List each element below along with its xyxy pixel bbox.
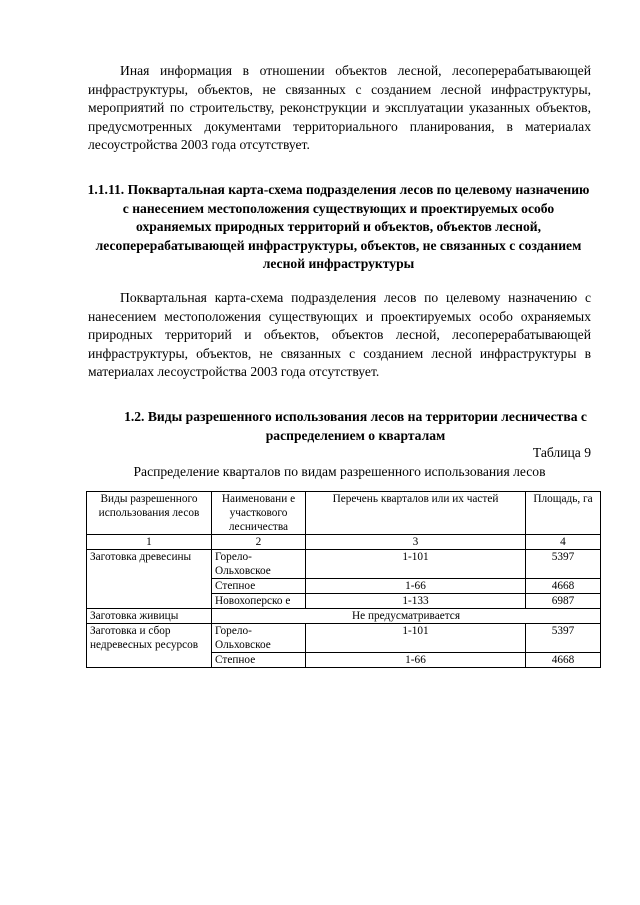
table-number: Таблица 9	[532, 445, 591, 460]
section-heading-1-1-11: 1.1.11. Поквартальная карта-схема подразделения лесов по целевому назначению с нанесением местоположения существующих и проектируемых особо охраняемых природных территорий и объектов, объектов лесной, лесоперерабатывающей инфраструктуры, объектов, не связанных с созданием лесной инфраструктуры	[87, 182, 590, 271]
header-use-type: Виды разрешенного использования лесов	[87, 492, 212, 535]
forestry-cell: Степное	[212, 653, 306, 668]
area-cell: 6987	[526, 594, 601, 609]
column-number: 1	[87, 535, 212, 550]
quarters-cell: 1-66	[306, 653, 526, 668]
not-provided-cell: Не предусматривается	[212, 609, 601, 624]
quarters-cell: 1-133	[306, 594, 526, 609]
table-row	[87, 624, 601, 653]
forestry-cell: Горело-Ольховское	[212, 624, 306, 653]
section-heading-1-2: 1.2. Виды разрешенного использования лесов на территории лесничества с распределением о кварталам	[124, 409, 587, 443]
use-type-cell: Заготовка и сбор недревесных ресурсов	[87, 624, 212, 668]
header-area: Площадь, га	[526, 492, 601, 535]
quarters-cell: 1-101	[306, 624, 526, 653]
header-forestry-name: Наименовани е участкового лесничества	[212, 492, 306, 535]
area-cell: 4668	[526, 579, 601, 594]
column-number: 4	[526, 535, 601, 550]
use-type-cell: Заготовка живицы	[87, 609, 212, 624]
table-row	[87, 550, 601, 579]
quarters-cell: 1-101	[306, 550, 526, 579]
paragraph-map-scheme: Поквартальная карта-схема подразделения лесов по целевому назначению с нанесением местоположения существующих и проектируемых особо охраняемых природных территорий и объектов, объектов лесной, лесоперерабатывающей инфраструктуры, объектов, не связанных с созданием лесной инфраструктуры в материалах лесоустройства 2003 года отсутствует.	[88, 290, 591, 379]
table-caption: Распределение кварталов по видам разрешенного использования лесов	[133, 464, 546, 479]
forestry-cell: Горело-Ольховское	[212, 550, 306, 579]
area-cell: 5397	[526, 550, 601, 579]
table-header-row	[87, 492, 601, 535]
use-type-cell: Заготовка древесины	[87, 550, 212, 609]
quarters-cell: 1-66	[306, 579, 526, 594]
column-number: 2	[212, 535, 306, 550]
forestry-cell: Степное	[212, 579, 306, 594]
area-cell: 5397	[526, 624, 601, 653]
paragraph-other-info: Иная информация в отношении объектов лесной, лесоперерабатывающей инфраструктуры, объектов, не связанных с созданием лесной инфраструктуры, мероприятий по строительству, реконструкции и эксплуатации указанных объектов, предусмотренных документами территориального планирования, в материалах лесоустройства 2003 года отсутствует.	[88, 63, 591, 152]
forest-use-table	[86, 491, 601, 668]
column-number: 3	[306, 535, 526, 550]
table-column-numbers-row	[87, 535, 601, 550]
table-row	[87, 609, 601, 624]
header-quarters: Перечень кварталов или их частей	[306, 492, 526, 535]
forestry-cell: Новохоперско е	[212, 594, 306, 609]
area-cell: 4668	[526, 653, 601, 668]
